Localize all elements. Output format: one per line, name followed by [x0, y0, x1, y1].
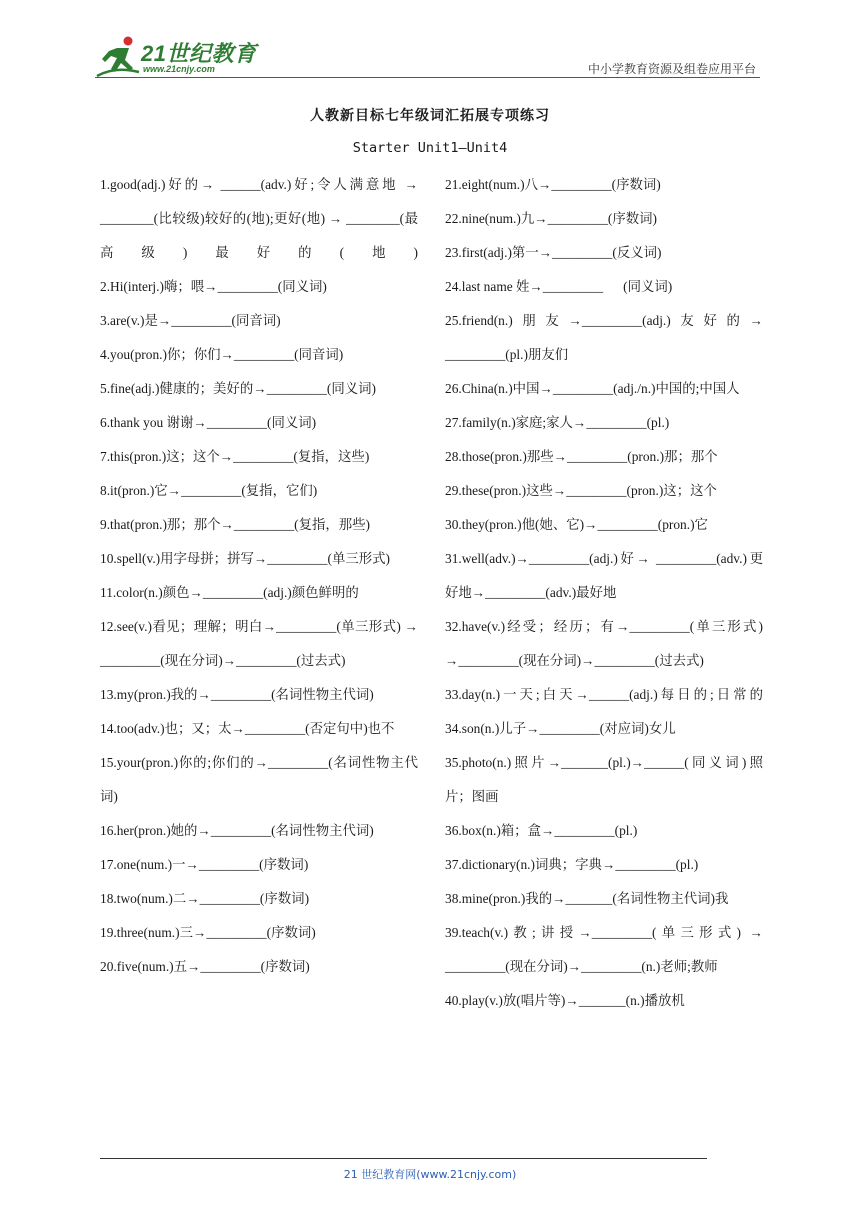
exercise-item-6: 6.thank you 谢谢→_________(同义词): [100, 415, 317, 430]
exercise-item-40: 40.play(v.)放(唱片等)→_______(n.)播放机: [445, 993, 685, 1008]
exercise-item-12: 12.see(v.)看见；理解；明白→_________(单三形式) → _________(现在分词)→_________(过去式): [100, 619, 418, 668]
exercise-item-15: 15.your(pron.)你的;你们的→_________(名词性物主代词): [100, 755, 418, 804]
exercise-item-37: 37.dictionary(n.)词典；字典→_________(pl.): [445, 857, 699, 872]
site-logo[interactable]: [95, 34, 255, 78]
exercise-item-21: 21.eight(num.)八→_________(序数词): [445, 177, 661, 192]
page-subtitle: Starter Unit1—Unit4: [352, 140, 508, 156]
exercise-item-23: 23.first(adj.)第一→_________(反义词): [445, 245, 662, 260]
exercise-item-20: 20.five(num.)五→_________(序数词): [100, 959, 310, 974]
exercise-item-38: 38.mine(pron.)我的→_______(名词性物主代词)我: [445, 891, 729, 906]
exercise-item-9: 9.that(pron.)那；那个→_________(复指，那些): [100, 517, 371, 532]
exercise-item-35: 35.photo(n.)照片→_______(pl.)→______(同义词)照片；图画: [445, 755, 763, 804]
exercise-item-13: 13.my(pron.)我的→_________(名词性物主代词): [100, 687, 374, 702]
runner-icon: [95, 34, 143, 78]
exercise-item-8: 8.it(pron.)它→_________(复指，它们): [100, 483, 318, 498]
exercise-item-3: 3.are(v.)是→_________(同音词): [100, 313, 281, 328]
exercise-item-29: 29.these(pron.)这些→_________(pron.)这；这个: [445, 483, 717, 498]
exercise-item-22: 22.nine(num.)九→_________(序数词): [445, 211, 657, 226]
exercise-item-24: 24.last name 姓→_________ (同义词): [445, 279, 673, 294]
footer-link[interactable]: 21 世纪教育网(www.21cnjy.com): [343, 1168, 517, 1181]
exercise-item-14: 14.too(adv.)也；又；太→_________(否定句中)也不: [100, 721, 395, 736]
exercise-column-right: [445, 168, 763, 1018]
logo-url: www.21cnjy.com: [143, 64, 215, 74]
footer-divider: [100, 1158, 707, 1159]
exercise-item-2: 2.Hi(interj.)嗨；喂→_________(同义词): [100, 279, 327, 294]
exercise-item-36: 36.box(n.)箱；盒→_________(pl.): [445, 823, 638, 838]
page-title: 人教新目标七年级词汇拓展专项练习: [310, 108, 550, 124]
exercise-item-19: 19.three(num.)三→_________(序数词): [100, 925, 316, 940]
exercise-item-26: 26.China(n.)中国→_________(adj./n.)中国的;中国人: [445, 381, 740, 396]
header-divider: [95, 77, 760, 78]
exercise-item-7: 7.this(pron.)这；这个→_________(复指，这些): [100, 449, 370, 464]
exercise-item-11: 11.color(n.)颜色→_________(adj.)颜色鲜明的: [100, 585, 359, 600]
exercise-item-32: 32.have(v.)经受；经历；有→_________(单三形式) →_________(现在分词)→_________(过去式): [445, 619, 763, 668]
exercise-item-33-34: 33.day(n.)一天;白天→______(adj.)每日的;日常的 34.son(n.)儿子→_________(对应词)女儿: [445, 687, 763, 736]
exercise-item-25: 25.friend(n.)朋友→_________(adj.)友好的→ _________(pl.)朋友们: [445, 313, 763, 362]
exercise-item-1: 1.good(adj.)好的→ ______(adv.)好;令人满意地 → ________(比较级)较好的(地);更好(地) → ________(最高级)最好的(地): [100, 177, 418, 260]
exercise-item-39: 39.teach(v.)教;讲授→_________(单三形式) → _________(现在分词)→_________(n.)老师;教师: [445, 925, 763, 974]
page-header: [95, 30, 760, 80]
exercise-item-17: 17.one(num.)一→_________(序数词): [100, 857, 309, 872]
exercise-item-5: 5.fine(adj.)健康的；美好的→_________(同义词): [100, 381, 376, 396]
logo-text: 21世纪教育: [141, 41, 257, 66]
exercise-item-4: 4.you(pron.)你；你们→_________(同音词): [100, 347, 344, 362]
exercise-item-10: 10.spell(v.)用字母拼；拼写→_________(单三形式): [100, 551, 390, 566]
exercise-item-27: 27.family(n.)家庭;家人→_________(pl.): [445, 415, 670, 430]
exercise-item-28: 28.those(pron.)那些→_________(pron.)那；那个: [445, 449, 718, 464]
exercise-item-16: 16.her(pron.)她的→_________(名词性物主代词): [100, 823, 374, 838]
exercise-item-31: 31.well(adv.)→_________(adj.)好→ _________(adv.)更好地→_________(adv.)最好地: [445, 551, 763, 600]
exercise-item-30: 30.they(pron.)他(她、它)→_________(pron.)它: [445, 517, 708, 532]
header-platform-label: 中小学教育资源及组卷应用平台: [587, 62, 756, 76]
exercise-column-left: [100, 168, 418, 984]
exercise-item-18: 18.two(num.)二→_________(序数词): [100, 891, 310, 906]
